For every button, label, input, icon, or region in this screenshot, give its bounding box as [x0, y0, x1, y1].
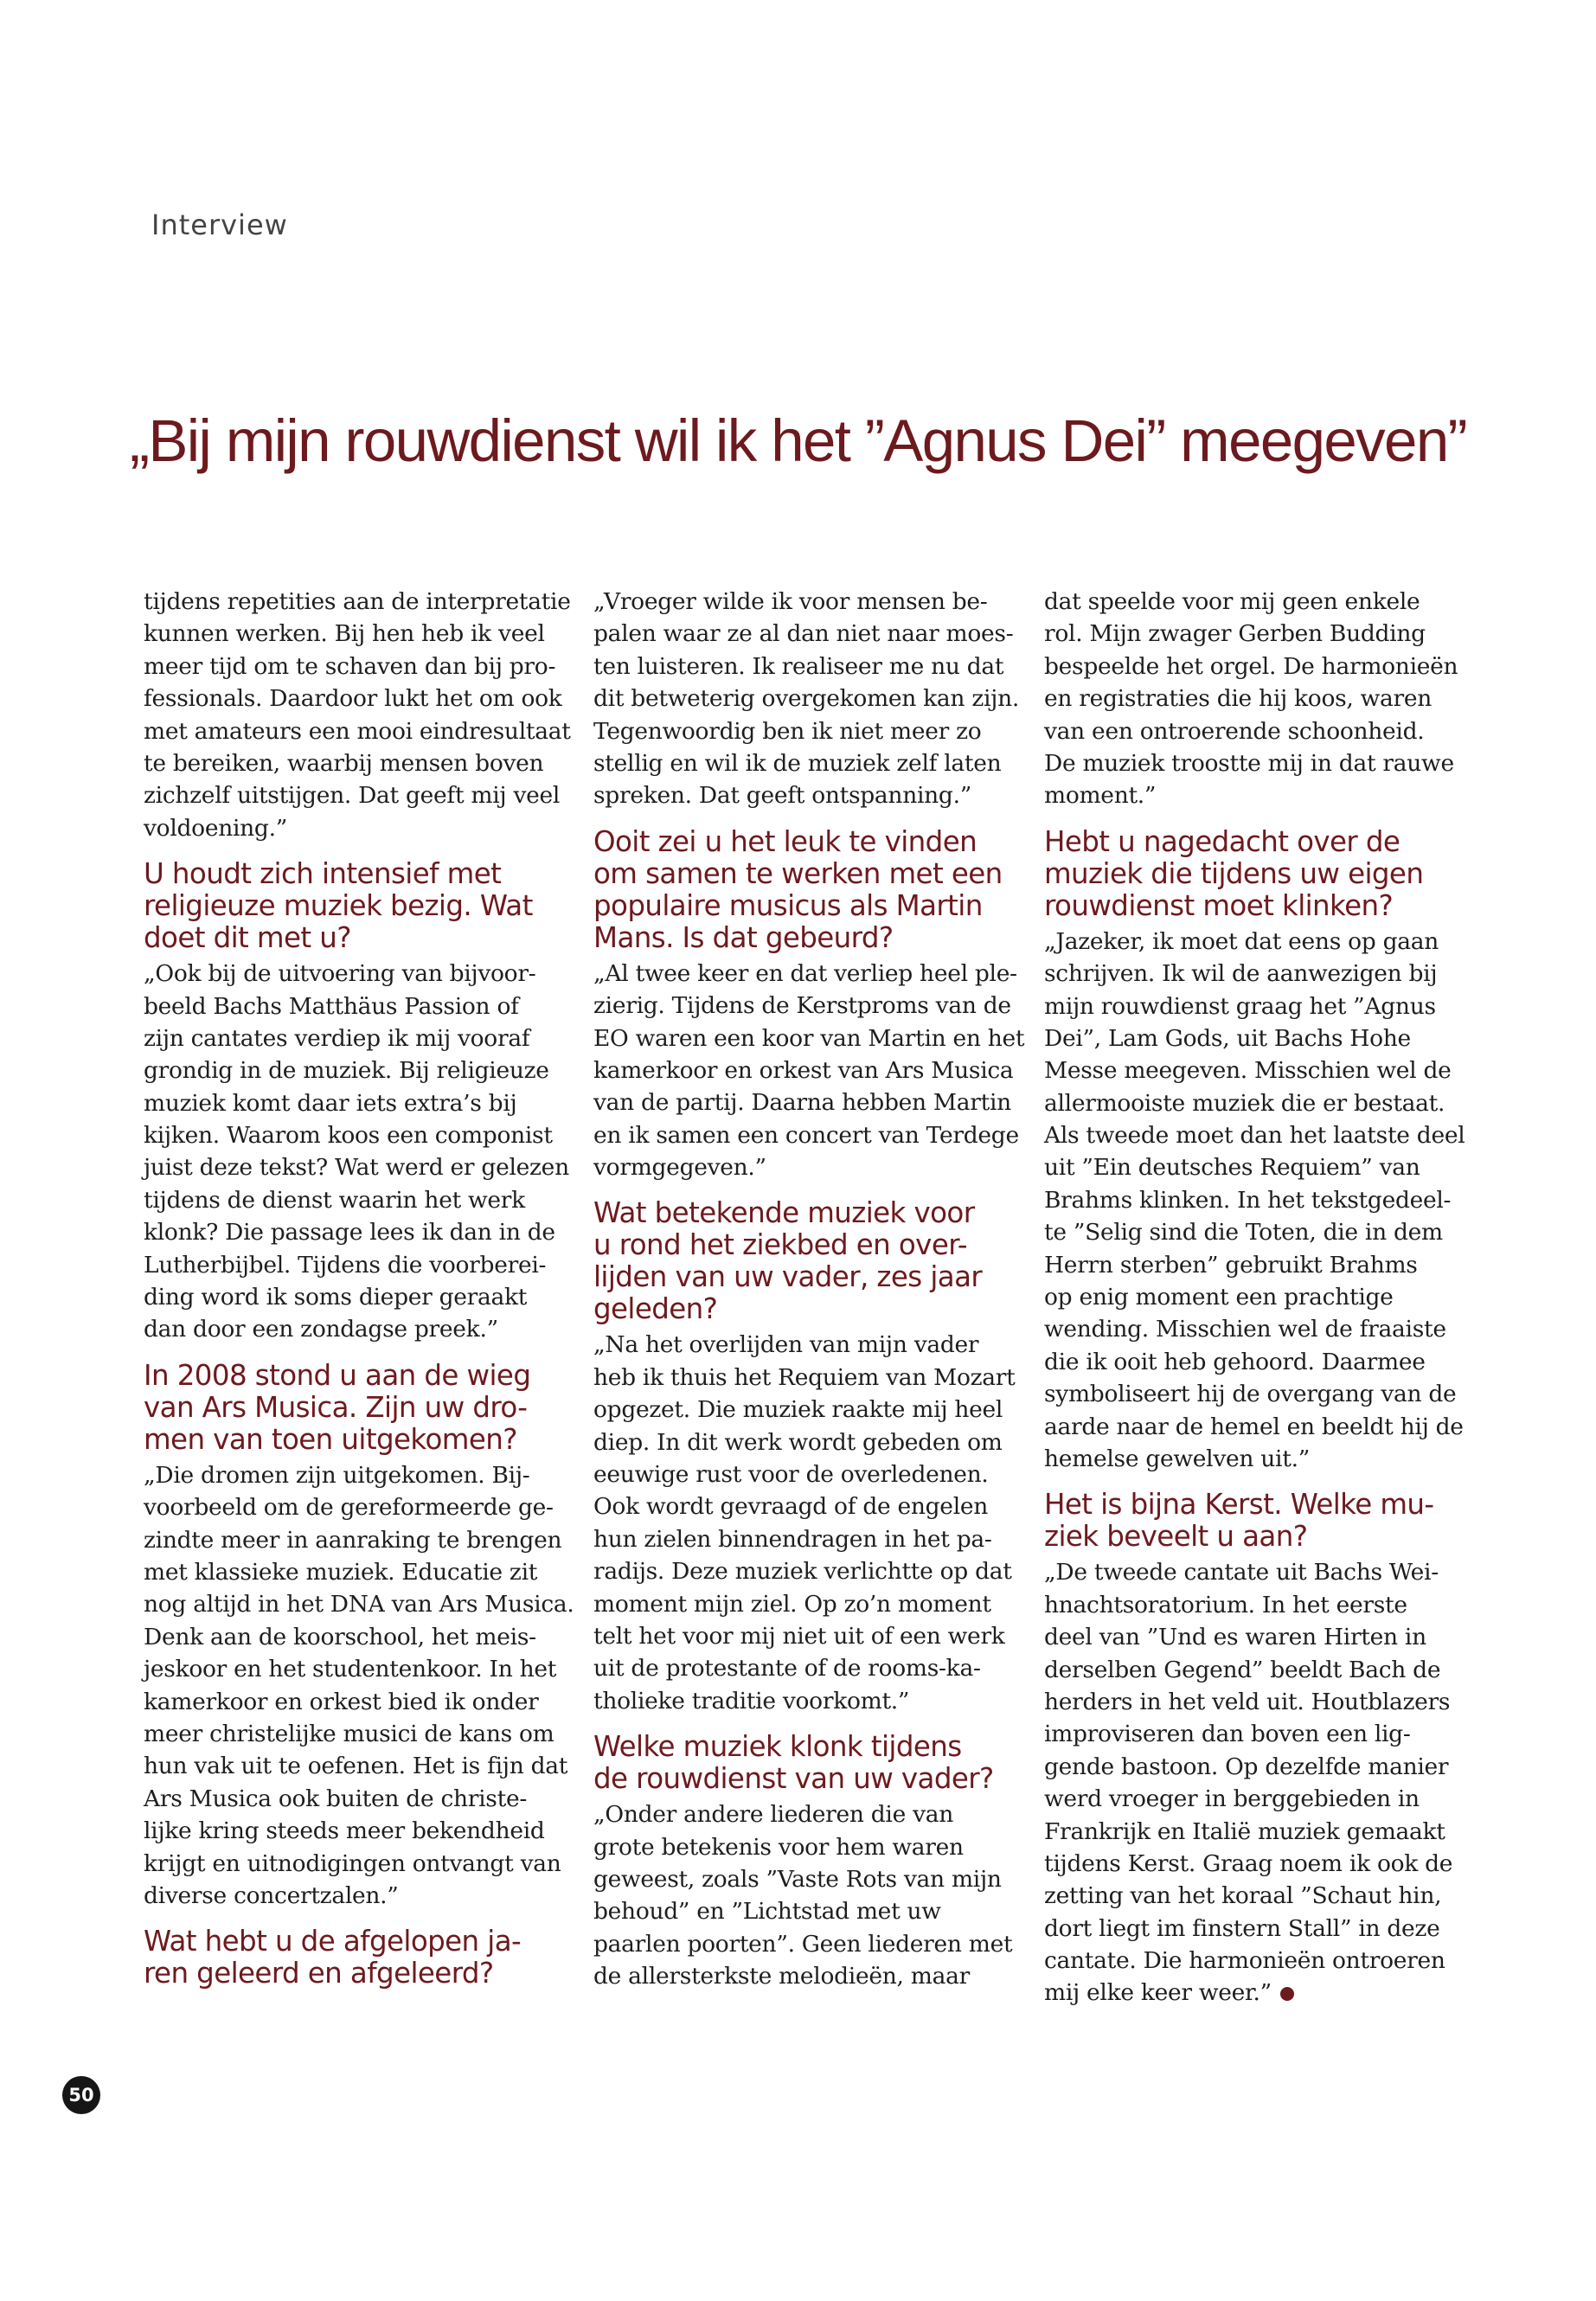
text-line: Brahms klinken. In het tekstgedeel-: [1044, 1186, 1452, 1214]
text-line: dort liegt im finstern Stall” in deze: [1044, 1914, 1440, 1942]
text-line: improviseren dan boven een lig-: [1044, 1721, 1411, 1748]
text-line: deel van ”Und es waren Hirten in: [1044, 1624, 1426, 1651]
question-line: rouwdienst moet klinken?: [1044, 888, 1394, 922]
question-line: Het is bijna Kerst. Welke mu-: [1044, 1488, 1434, 1522]
answer-paragraph: [1044, 586, 1481, 812]
text-line: voorbeeld om de gereformeerde ge-: [144, 1494, 554, 1522]
text-line: klonk? Die passage lees ik dan in de: [144, 1219, 555, 1247]
text-line: muziek komt daar iets extra’s bij: [144, 1089, 517, 1117]
text-line: geweest, zoals ”Vaste Rots van mijn: [593, 1865, 1002, 1893]
text-line: die ik ooit heb gehoord. Daarmee: [1044, 1348, 1426, 1375]
text-line: meer tijd om te schaven dan bij pro-: [144, 652, 556, 680]
text-line: „Al twee keer en dat verliep heel ple-: [593, 959, 1017, 987]
section-label: Interview: [151, 208, 288, 241]
question-line: Wat hebt u de afgelopen ja-: [144, 1925, 522, 1958]
text-line: beeld Bachs Matthäus Passion of: [144, 992, 519, 1020]
answer-paragraph: [593, 958, 1030, 1184]
text-line: van een ontroerende schoonheid.: [1044, 717, 1425, 745]
text-line: Als tweede moet dan het laatste deel: [1044, 1122, 1465, 1150]
text-line: heb ik thuis het Requiem van Mozart: [593, 1363, 1016, 1391]
answer-paragraph: [144, 958, 580, 1346]
text-line: uit de protestante of de rooms-ka-: [593, 1655, 981, 1682]
text-line: vormgegeven.”: [593, 1154, 766, 1182]
text-line: diep. In dit werk wordt gebeden om: [593, 1428, 1003, 1456]
text-line: kamerkoor en orkest bied ik onder: [144, 1688, 539, 1715]
answer-paragraph: [1044, 926, 1481, 1476]
text-line: zichzelf uitstijgen. Dat geeft mij veel: [144, 782, 561, 810]
interview-question: [1044, 826, 1481, 922]
text-line: zetting van het koraal ”Schaut hin,: [1044, 1882, 1442, 1910]
text-line: paarlen poorten”. Geen liederen met: [593, 1930, 1013, 1958]
text-line: EO waren een koor van Martin en het: [593, 1024, 1025, 1052]
question-line: van Ars Musica. Zijn uw dro-: [144, 1390, 528, 1424]
question-line: Hebt u nagedacht over de: [1044, 824, 1401, 858]
text-line: „Onder andere liederen die van: [593, 1801, 954, 1829]
interview-question: [593, 1197, 1030, 1325]
text-line: opgezet. Die muziek raakte mij heel: [593, 1396, 1003, 1424]
text-line: te bereiken, waarbij mensen boven: [144, 749, 544, 777]
text-line: derselben Gegend” beeldt Bach de: [1044, 1656, 1441, 1683]
interview-question: [593, 826, 1030, 954]
text-line: mij elke keer weer.”: [1044, 1977, 1481, 2009]
text-line: symboliseert hij de overgang van de: [1044, 1381, 1457, 1408]
text-line: bespeelde het orgel. De harmonieën: [1044, 652, 1458, 680]
answer-paragraph: [144, 586, 580, 844]
text-line: jeskoor en het studentenkoor. In het: [144, 1656, 557, 1683]
text-line: zindte meer in aanraking te brengen: [144, 1526, 562, 1554]
question-line: men van toen uitgekomen?: [144, 1422, 517, 1456]
text-line: met klassieke muziek. Educatie zit: [144, 1558, 538, 1586]
text-line: spreken. Dat geeft ontspanning.”: [593, 782, 971, 810]
end-of-article-dot: [1280, 1987, 1294, 2001]
question-line: u rond het ziekbed en over-: [593, 1228, 968, 1262]
text-line: De muziek troostte mij in dat rauwe: [1044, 749, 1454, 777]
text-line: wending. Misschien wel de fraaiste: [1044, 1316, 1446, 1343]
answer-paragraph: [144, 1459, 580, 1912]
text-line: met amateurs een mooi eindresultaat: [144, 717, 571, 745]
text-line: telt het voor mij niet uit of een werk: [593, 1622, 1005, 1650]
text-line: stellig en wil ik de muziek zelf laten: [593, 749, 1002, 777]
question-line: populaire musicus als Martin: [593, 888, 983, 922]
question-line: Wat betekende muziek voor: [593, 1196, 975, 1230]
answer-paragraph: [1044, 1556, 1481, 2009]
text-line: „Vroeger wilde ik voor mensen be-: [593, 588, 988, 615]
interview-question: [144, 1926, 580, 1990]
question-line: ziek beveelt u aan?: [1044, 1520, 1308, 1554]
text-column-3: [1044, 586, 1481, 2009]
text-line: fessionals. Daardoor lukt het om ook: [144, 685, 562, 713]
text-line: Ook wordt gevraagd of de engelen: [593, 1493, 989, 1521]
text-line: zierig. Tijdens de Kerstproms van de: [593, 992, 1011, 1020]
text-line: krijgt en uitnodigingen ontvangt van: [144, 1849, 561, 1877]
question-line: geleden?: [593, 1292, 718, 1326]
interview-question: [144, 1360, 580, 1456]
text-line: juist deze tekst? Wat werd er gelezen: [144, 1154, 569, 1182]
question-line: U houdt zich intensief met: [144, 857, 502, 891]
text-line: behoud” en ”Lichtstad met uw: [593, 1898, 941, 1926]
text-line: hnachtsoratorium. In het eerste: [1044, 1591, 1407, 1618]
text-line: diverse concertzalen.”: [144, 1881, 399, 1909]
text-line: „Na het overlijden van mijn vader: [593, 1331, 979, 1359]
text-line: herders in het veld uit. Houtblazers: [1044, 1688, 1451, 1715]
text-line: zijn cantates verdiep ik mij vooraf: [144, 1024, 530, 1052]
text-line: moment.”: [1044, 782, 1157, 810]
text-line: te ”Selig sind die Toten, die in dem: [1044, 1219, 1443, 1247]
text-line: en registraties die hij koos, waren: [1044, 685, 1433, 713]
text-line: grondig in de muziek. Bij religieuze: [144, 1057, 549, 1085]
answer-paragraph: [593, 1329, 1030, 1717]
text-line: dit betweterig overgekomen kan zijn.: [593, 685, 1019, 713]
text-line: Lutherbijbel. Tijdens die voorberei-: [144, 1251, 547, 1279]
interview-question: [1044, 1489, 1481, 1553]
text-line: en ik samen een concert van Terdege: [593, 1121, 1019, 1149]
text-line: uit ”Ein deutsches Requiem” van: [1044, 1154, 1420, 1182]
question-line: Welke muziek klonk tijdens: [593, 1730, 962, 1764]
text-line: Dei”, Lam Gods, uit Bachs Hohe: [1044, 1024, 1411, 1052]
text-line: „De tweede cantate uit Bachs Wei-: [1044, 1559, 1439, 1586]
question-line: muziek die tijdens uw eigen: [1044, 856, 1424, 890]
text-line: tijdens repetities aan de interpretatie: [144, 588, 571, 615]
text-line: „Ook bij de uitvoering van bijvoor-: [144, 960, 536, 988]
text-line: meer christelijke musici de kans om: [144, 1720, 554, 1747]
text-line: de allersterkste melodieën, maar: [593, 1963, 970, 1990]
text-line: allermooiste muziek die er bestaat.: [1044, 1089, 1445, 1117]
text-line: eeuwige rust voor de overledenen.: [593, 1461, 989, 1489]
text-column-2: [593, 586, 1030, 1993]
text-line: rol. Mijn zwager Gerben Budding: [1044, 620, 1426, 648]
text-line: dat speelde voor mij geen enkele: [1044, 588, 1420, 615]
question-line: religieuze muziek bezig. Wat: [144, 889, 533, 923]
text-line: ding word ik soms dieper geraakt: [144, 1284, 528, 1311]
text-line: ten luisteren. Ik realiseer me nu dat: [593, 652, 1004, 680]
text-line: Frankrijk en Italië muziek gemaakt: [1044, 1817, 1445, 1845]
text-line: aarde naar de hemel en beeldt hij de: [1044, 1413, 1464, 1440]
text-line: op enig moment een prachtige: [1044, 1284, 1394, 1311]
text-line: Ars Musica ook buiten de christe-: [144, 1785, 527, 1812]
text-line: hun zielen binnendragen in het pa-: [593, 1525, 992, 1553]
interview-question: [593, 1731, 1030, 1795]
question-line: ren geleerd en afgeleerd?: [144, 1957, 494, 1990]
text-line: radijs. Deze muziek verlichtte op dat: [593, 1558, 1012, 1586]
question-line: Mans. Is dat gebeurd?: [593, 920, 894, 954]
text-line: lijke kring steeds meer bekendheid: [144, 1817, 545, 1845]
text-line: van de partij. Daarna hebben Martin: [593, 1089, 1011, 1117]
text-column-1: [144, 586, 580, 1993]
page-number-badge: 50: [62, 2076, 100, 2114]
text-line: moment mijn ziel. Op zo’n moment: [593, 1590, 991, 1618]
text-line: mijn rouwdienst graag het ”Agnus: [1044, 992, 1436, 1020]
question-line: de rouwdienst van uw vader?: [593, 1762, 994, 1796]
answer-paragraph: [593, 586, 1030, 812]
answer-paragraph: [593, 1798, 1030, 1992]
text-line: nog altijd in het DNA van Ars Musica.: [144, 1591, 574, 1618]
question-line: doet dit met u?: [144, 921, 351, 955]
text-line: tholieke traditie voorkomt.”: [593, 1687, 910, 1715]
text-line: grote betekenis voor hem waren: [593, 1833, 964, 1861]
text-line: schrijven. Ik wil de aanwezigen bij: [1044, 960, 1438, 988]
text-line: tijdens Kerst. Graag noem ik ook de: [1044, 1849, 1453, 1877]
question-line: In 2008 stond u aan de wieg: [144, 1358, 531, 1392]
article-headline: „Bij mijn rouwdienst wil ik het ”Agnus Dei” meegeven”: [130, 407, 1466, 474]
question-line: lijden van uw vader, zes jaar: [593, 1260, 983, 1294]
text-line: palen waar ze al dan niet naar moes-: [593, 620, 1014, 648]
interview-question: [144, 858, 580, 954]
text-line: kunnen werken. Bij hen heb ik veel: [144, 620, 545, 648]
text-line: Tegenwoordig ben ik niet meer zo: [593, 717, 982, 745]
text-line: kamerkoor en orkest van Ars Musica: [593, 1056, 1014, 1084]
question-line: Ooit zei u het leuk te vinden: [593, 824, 977, 858]
text-line: „Jazeker, ik moet dat eens op gaan: [1044, 927, 1439, 955]
text-line: voldoening.”: [144, 814, 287, 842]
text-line: tijdens de dienst waarin het werk: [144, 1186, 525, 1214]
text-line: „Die dromen zijn uitgekomen. Bij-: [144, 1461, 530, 1489]
text-line: Denk aan de koorschool, het meis-: [144, 1623, 536, 1650]
text-line: dan door een zondagse preek.”: [144, 1316, 498, 1343]
text-line: hun vak uit te oefenen. Het is fijn dat: [144, 1753, 568, 1780]
text-line: cantate. Die harmonieën ontroeren: [1044, 1947, 1445, 1975]
question-line: om samen te werken met een: [593, 856, 1003, 890]
text-line: Messe meegeven. Misschien wel de: [1044, 1057, 1452, 1085]
text-line: gende bastoon. Op dezelfde manier: [1044, 1753, 1449, 1780]
text-line: Herrn sterben” gebruikt Brahms: [1044, 1251, 1418, 1279]
text-line: kijken. Waarom koos een componist: [144, 1122, 553, 1150]
text-line: hemelse gewelven uit.”: [1044, 1445, 1310, 1472]
text-line: werd vroeger in berggebieden in: [1044, 1785, 1420, 1813]
